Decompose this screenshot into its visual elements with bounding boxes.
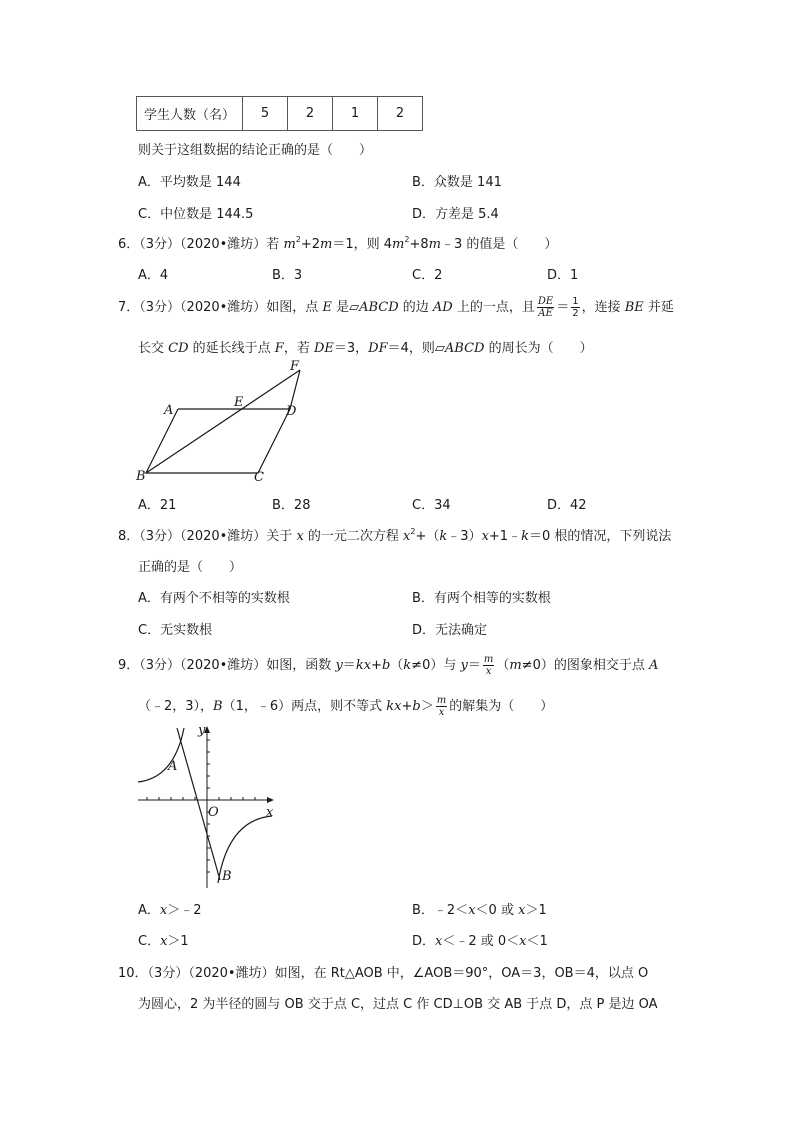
label-a: A <box>164 403 174 418</box>
q6-option-b: B．3 <box>272 268 303 283</box>
table-cell: 1 <box>333 97 378 131</box>
label-c: C <box>254 470 264 484</box>
table-cell: 5 <box>243 97 288 131</box>
label-e: E <box>234 395 244 410</box>
label-y: y <box>198 723 206 738</box>
q6-option-a: A．4 <box>138 268 169 283</box>
stat-table <box>136 96 423 131</box>
q5-stem: 则关于这组数据的结论正确的是（ ） <box>138 143 373 158</box>
q9-stem-line2: （﹣2，3），B（1，﹣6）两点，则不等式 kx+b＞ $\frac{m}{x}$ 的解集为（ ） <box>138 695 554 718</box>
q6-stem: 6．（3分）（2020•潍坊）若 $m^2+2m=1$，则 $4m^2+8m﹣3$ 的值是（ ） <box>118 235 558 252</box>
q9-option-b: B．﹣2＜x＜0 或 x＞1 <box>412 903 547 918</box>
q9-stem-line1: 9．（3分）（2020•潍坊）如图，函数 y＝kx+b（k≠0）与 y＝ $\frac{m}{x}$ （m≠0）的图象相交于点 A <box>118 654 659 677</box>
q8-stem-line1: 8．（3分）（2020•潍坊）关于 x 的一元二次方程 $x^2+(k﹣3)x+1﹣k=0$ 根的情况，下列说法 <box>118 527 672 544</box>
q7-stem-line2: 长交 CD 的延长线于点 F，若 DE＝3，DF＝4，则▱ABCD 的周长为（ ） <box>138 341 593 356</box>
q9-option-a: A．x＞﹣2 <box>138 903 202 918</box>
table-cell: 2 <box>378 97 423 131</box>
linear-function-line <box>177 728 220 880</box>
segment-bf <box>146 370 300 473</box>
q7-parallelogram-figure <box>130 358 320 484</box>
q8-option-b: B．有两个相等的实数根 <box>412 591 551 606</box>
q7-stem-line1: 7．（3分）（2020•潍坊）如图，点 E 是▱ABCD 的边 AD 上的一点，且 $\frac{DE}{AE}$ ＝ $\frac{1}{2}$ ，连接 BE 并延 <box>118 296 674 319</box>
parallelogram-abcd <box>146 409 290 473</box>
q9-function-graph <box>134 720 284 890</box>
q7-option-a: A．21 <box>138 498 177 513</box>
q8-option-c: C．无实数根 <box>138 623 213 638</box>
q9-option-d: D．x＜﹣2 或 0＜x＜1 <box>412 934 548 949</box>
q5-option-d: D．方差是 5.4 <box>412 207 499 222</box>
table-header-cell: 学生人数（名） <box>137 97 243 131</box>
q7-option-d: D．42 <box>547 498 587 513</box>
q10-stem-line2: 为圆心，2 为半径的圆与 OB 交于点 C，过点 C 作 CD⊥OB 交 AB 于点 D，点 P 是边 OA <box>138 997 658 1012</box>
label-origin-o: O <box>208 805 219 820</box>
q9-option-c: C．x＞1 <box>138 934 189 949</box>
q6-option-c: C．2 <box>412 268 443 283</box>
q6-option-d: D．1 <box>547 268 579 283</box>
q10-stem-line1: 10．（3分）（2020•潍坊）如图，在 Rt△AOB 中，∠AOB＝90°，OA＝3，OB＝4，以点 O <box>118 966 649 981</box>
label-b: B <box>136 469 146 484</box>
q8-stem-line2: 正确的是（ ） <box>138 560 243 575</box>
label-f: F <box>290 359 300 374</box>
q5-option-c: C．中位数是 144.5 <box>138 207 254 222</box>
table-cell: 2 <box>288 97 333 131</box>
q8-option-d: D．无法确定 <box>412 623 488 638</box>
label-x: x <box>266 805 274 820</box>
q5-option-a: A．平均数是 144 <box>138 175 241 190</box>
label-point-a: A <box>168 759 178 774</box>
label-point-b: B <box>222 869 232 884</box>
q5-option-b: B．众数是 141 <box>412 175 502 190</box>
x-axis-arrow-icon <box>267 797 274 803</box>
q7-option-b: B．28 <box>272 498 311 513</box>
q7-option-c: C．34 <box>412 498 451 513</box>
q8-option-a: A．有两个不相等的实数根 <box>138 591 290 606</box>
label-d: D <box>286 404 297 419</box>
